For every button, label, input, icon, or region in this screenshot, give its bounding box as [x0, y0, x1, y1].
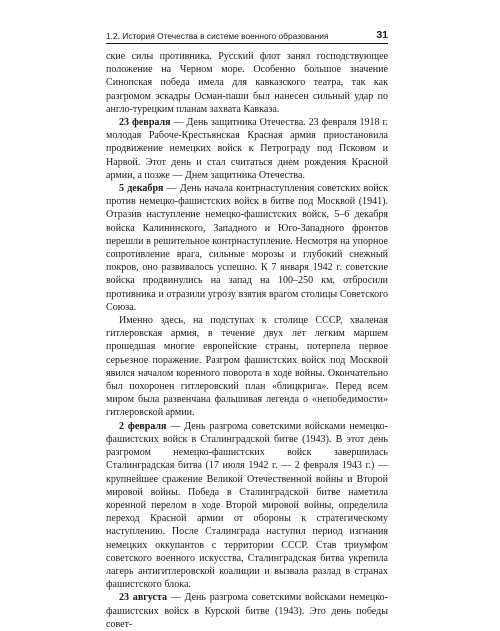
commemoration-date: 2 февраля — [119, 420, 167, 432]
commemoration-date: 23 февраля — [119, 117, 171, 129]
paragraph — [106, 50, 388, 116]
commemoration-date: 23 августа — [119, 592, 168, 604]
paragraph-text: — День разгрома советскими войсками немецко-фашистских войск в Сталинградской битве (1943). В этот день разгромом немецко-фашистских войск завершилась Сталинградская битва (17 июля 1942 г. — 2 февраля 1943 г.) — крупнейшее сражение Великой Отечественной войны и Второй мировой войны. Победа в Сталинградской битве наметила коренной перелом в ходе Второй мировой войны, определила переход Красной армии от обороны к стратегическому наступлению. После Сталинграда наступил период изгнания немецких оккупантов с территории СССР. Став триумфом советского военного искусства, Сталинградская битва укрепила лагерь антигитлеровской коалиции и вызвала разлад в странах фашистского блока. — [106, 420, 388, 591]
page-number: 31 — [376, 29, 388, 41]
body-text — [106, 50, 388, 631]
commemoration-date: 5 декабря — [119, 183, 164, 195]
paragraph — [106, 591, 388, 631]
paragraph — [106, 182, 388, 314]
paragraph-text: — День начала контрнаступления советских войск против немецко-фашистских войск в битве под Москвой (1941). Отразив наступление немецко-фашистских войск, 5–6 декабря войска Калининского, Западного и Юго-Западного фронтов перешли в решительное контрнаступление. Несмотря на упорное сопротивление врага, сильные морозы и глубокий снежный покров, оно развивалось успешно. К 7 января 1942 г. советские войска продвинулись на запад на 100–250 км, отбросили противника и отразили угрозу взятия врагом столицы Советского Союза. — [106, 183, 388, 313]
chapter-title: 1.2. История Отечества в системе военного образования — [106, 31, 329, 41]
paragraph — [106, 420, 388, 592]
paragraph-text: Именно здесь, на подступах к столице СССР, хваленая гитлеровская армия, в течение двух лет легким маршем прошедшая многие европейские страны, потерпела первое серьезное поражение. Разгром фашистских войск под Москвой явился началом коренного поворота в ходе войны. Окончательно был похоронен гитлеровский план «блицкрига». Перед всем миром была развенчана фальшивая легенда о «непобедимости» гитлеровской армии. — [106, 315, 388, 419]
paragraph-text: — День защитника Отечества. 23 февраля 1918 г. молодая Рабоче-Крестьянская Красная армия приостановила продвижение немецких войск к Петрограду под Псковом и Нарвой. Этот день и стал считаться днем рождения Красной армии, а позже — Днем защитника Отечества. — [106, 117, 388, 181]
paragraph-text: — День разгрома советскими войсками немецко-фашистских войск в Курской битве (1943). Это день победы совет- — [106, 592, 388, 630]
paragraph-text: ские силы противника. Русский флот занял господствующее положение на Черном море. Особенно большое значение Синопская победа имела для кавказского театра, так как разгромом эскадры Осман-паши был нанесен сильный удар по англо-турецким планам захвата Кавказа. — [106, 51, 388, 115]
paragraph — [106, 314, 388, 420]
paragraph — [106, 116, 388, 182]
book-page — [106, 28, 388, 630]
running-header — [106, 28, 388, 44]
